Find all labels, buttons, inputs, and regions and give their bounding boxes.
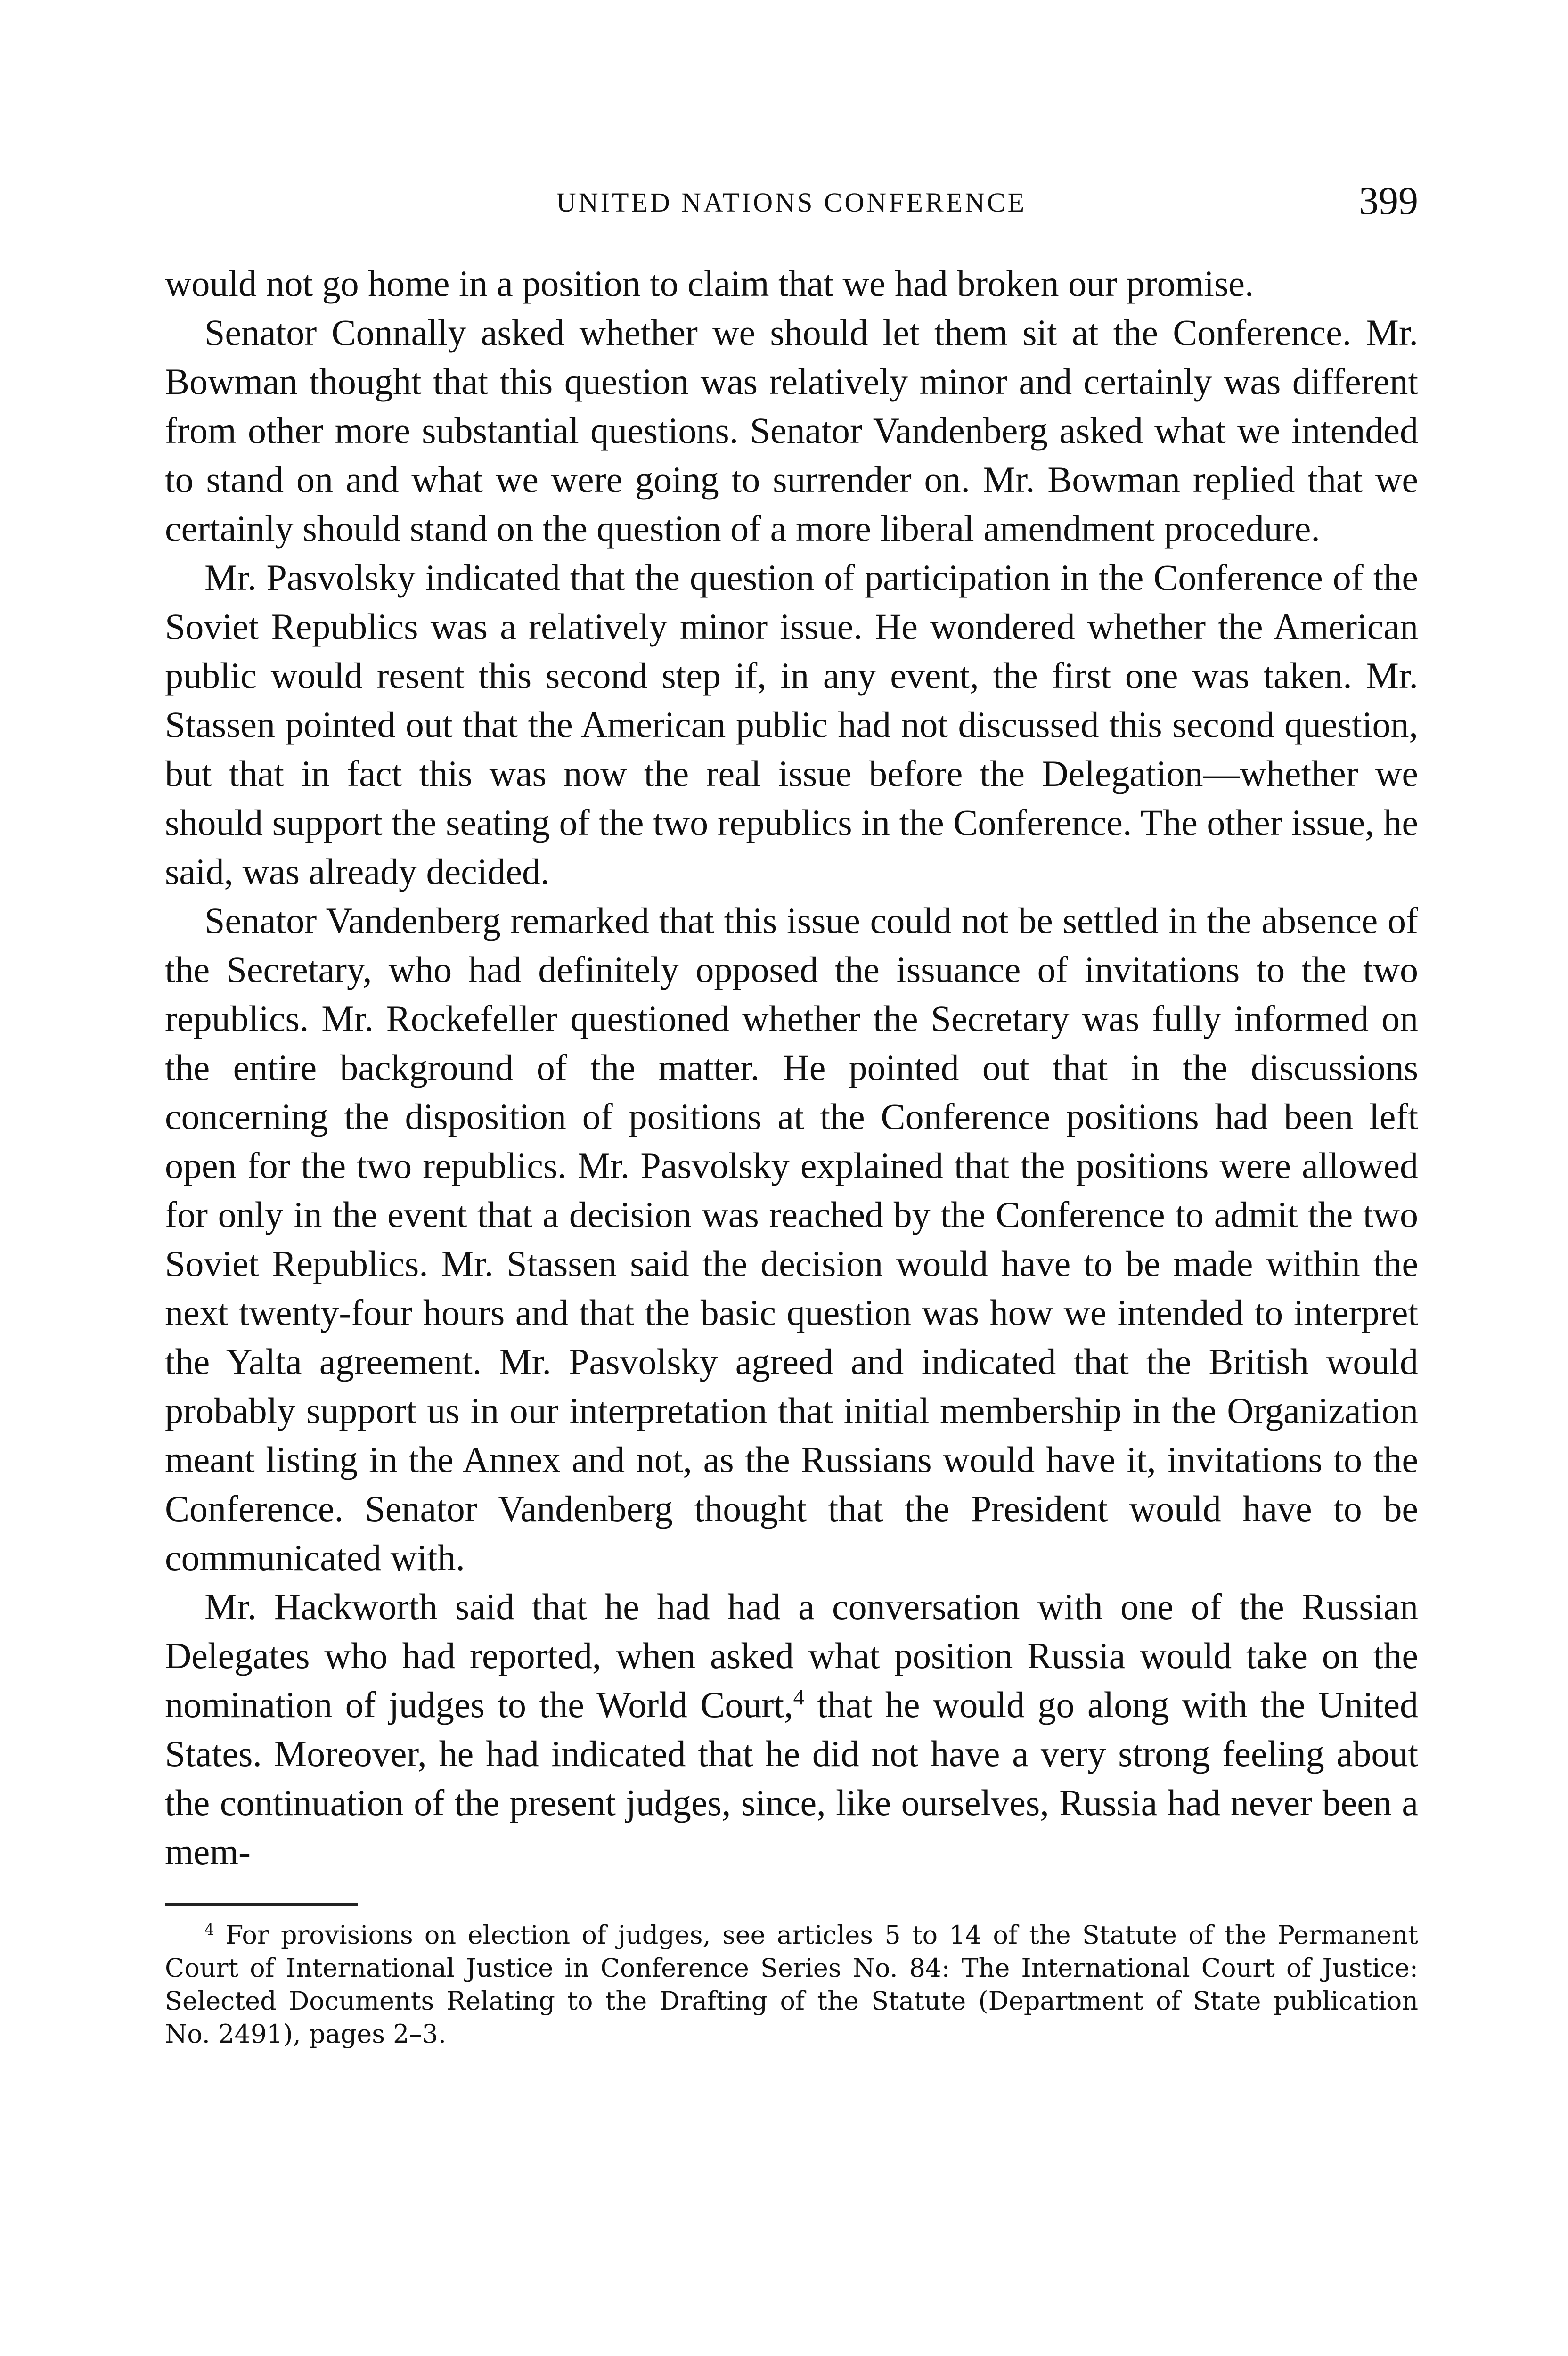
paragraph-connally: Senator Connally asked whether we should let them sit at the Conference. Mr. Bowman thought that this question was relatively minor and certainly was different from other more substantial questions. Senator Vandenberg asked what we intended to stand on and what we were going to surrender on. Mr. Bowman replied that we certainly should stand on the question of a more liberal amendment procedure. <box>165 312 1418 549</box>
running-head <box>165 170 1418 226</box>
running-title: UNITED NATIONS CONFERENCE <box>556 187 1027 218</box>
footnote-rule <box>165 1903 358 1906</box>
paragraph-hackworth <box>165 1582 1418 1876</box>
paragraph-hackworth-start: Mr. Hackworth said that he had had a conversation with one of the Russian Delegates who had reported, when asked what position Russia would take on the nomination of judges to the World Court, <box>165 1586 1418 1725</box>
paragraph-continuation: would not go home in a position to claim that we had broken our promise. <box>165 263 1254 304</box>
body-text <box>165 259 1418 1876</box>
footnote-reference: 4 <box>793 1685 804 1710</box>
footnote-marker: 4 <box>204 1921 214 1939</box>
footnote-text: For provisions on election of judges, see articles 5 to 14 of the Statute of the Permanent Court of International Justice in Conference Series No. 84: The International Court of Justice: Selected Documents Relating to the Drafting of the Statute (Department of State publication No. 2491), pages 2–3. <box>165 1920 1418 2049</box>
page-number: 399 <box>1359 179 1418 223</box>
document-page <box>165 170 1418 2051</box>
paragraph-vandenberg: Senator Vandenberg remarked that this issue could not be settled in the absence of the Secretary, who had definitely opposed the issuance of invitations to the two republics. Mr. Rockefeller questioned whether the Secretary was fully informed on the entire background of the matter. He pointed out that in the discussions concerning the disposition of positions at the Conference positions had been left open for the two republics. Mr. Pasvolsky explained that the positions were allowed for only in the event that a decision was reached by the Conference to admit the two Soviet Republics. Mr. Stassen said the decision would have to be made within the next twenty-four hours and that the basic question was how we intended to interpret the Yalta agreement. Mr. Pasvolsky agreed and indicated that the British would probably support us in our interpretation that initial membership in the Organization meant listing in the Annex and not, as the Russians would have it, invitations to the Conference. Senator Vandenberg thought that the President would have to be communicated with. <box>165 900 1418 1578</box>
paragraph-pasvolsky: Mr. Pasvolsky indicated that the question of participation in the Conference of the Soviet Republics was a relatively minor issue. He wondered whether the American public would resent this second step if, in any event, the first one was taken. Mr. Stassen pointed out that the American public had not discussed this second question, but that in fact this was now the real issue before the Delegation—whether we should support the seating of the two republics in the Conference. The other issue, he said, was already decided. <box>165 557 1418 892</box>
footnote <box>165 1919 1418 2051</box>
paragraph-hackworth-end: that he would go along with the United States. Moreover, he had indicated that he did not have a very strong feeling about the continuation of the present judges, since, like ourselves, Russia had never been a mem- <box>165 1684 1418 1872</box>
